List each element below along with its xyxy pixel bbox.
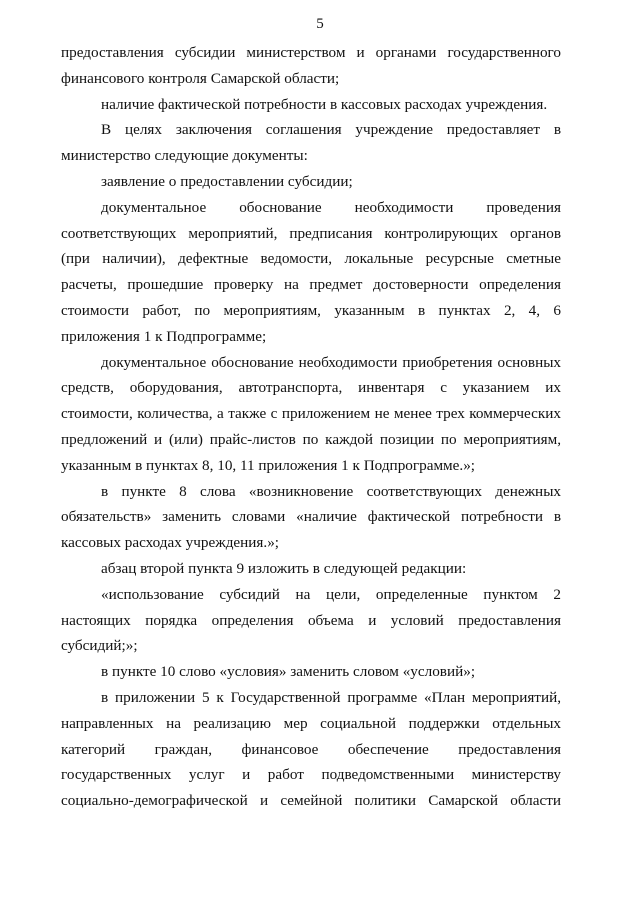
text-line: стоимости, количества, а также с приложением не менее трех коммерческих [61, 405, 561, 423]
text-line: соответствующих мероприятий, предписания контролирующих органов [61, 224, 561, 242]
text-line: в приложении 5 к Государственной программе «План мероприятий, [101, 688, 561, 706]
text-line: направленных на реализацию мер социальной поддержки отдельных [61, 714, 561, 732]
text-line: документальное обоснование необходимости приобретения основных [101, 353, 561, 371]
text-line: субсидий;»; [61, 637, 138, 655]
text-line: указанным в пунктах 8, 10, 11 приложения 1 к Подпрограмме.»; [61, 456, 476, 474]
text-line: социально-демографической и семейной политики Самарской области [61, 792, 561, 810]
text-line: кассовых расходах учреждения.»; [61, 534, 280, 552]
text-line: предложений и (или) прайс-листов по каждой позиции по мероприятиям, [61, 430, 561, 448]
text-line: стоимости работ, по мероприятиям, указанным в пунктах 2, 4, 6 [61, 301, 561, 319]
text-line: наличие фактической потребности в кассовых расходах учреждения. [101, 95, 548, 113]
text-line: финансового контроля Самарской области; [61, 69, 340, 87]
text-line: в пункте 8 слова «возникновение соответствующих денежных [101, 482, 561, 500]
text-line: абзац второй пункта 9 изложить в следующей редакции: [101, 559, 467, 577]
text-line: заявление о предоставлении субсидии; [101, 172, 353, 190]
text-line: расчеты, прошедшие проверку на предмет достоверности определения [61, 276, 561, 294]
text-line: средств, оборудования, автотранспорта, инвентаря с указанием их [61, 379, 561, 397]
text-line: «использование субсидий на цели, определенные пунктом 2 [101, 585, 561, 603]
text-line: документальное обоснование необходимости проведения [101, 198, 561, 216]
text-line: приложения 1 к Подпрограмме; [61, 327, 267, 345]
document-body [61, 40, 561, 814]
text-line: государственных услуг и работ подведомственными министерству [61, 766, 561, 784]
text-line: категорий граждан, финансовое обеспечение предоставления [61, 740, 561, 758]
text-line: в пункте 10 слово «условия» заменить словом «условий»; [101, 663, 476, 681]
text-line: предоставления субсидии министерством и органами государственного [61, 44, 561, 61]
text-line: В целях заключения соглашения учреждение предоставляет в [101, 121, 561, 139]
text-line: (при наличии), дефектные ведомости, локальные ресурсные сметные [61, 250, 561, 268]
page-number: 5 [316, 16, 324, 32]
text-line: министерство следующие документы: [61, 147, 308, 165]
text-line: настоящих порядка определения объема и условий предоставления [61, 611, 561, 629]
text-line: обязательств» заменить словами «наличие фактической потребности в [61, 508, 561, 526]
